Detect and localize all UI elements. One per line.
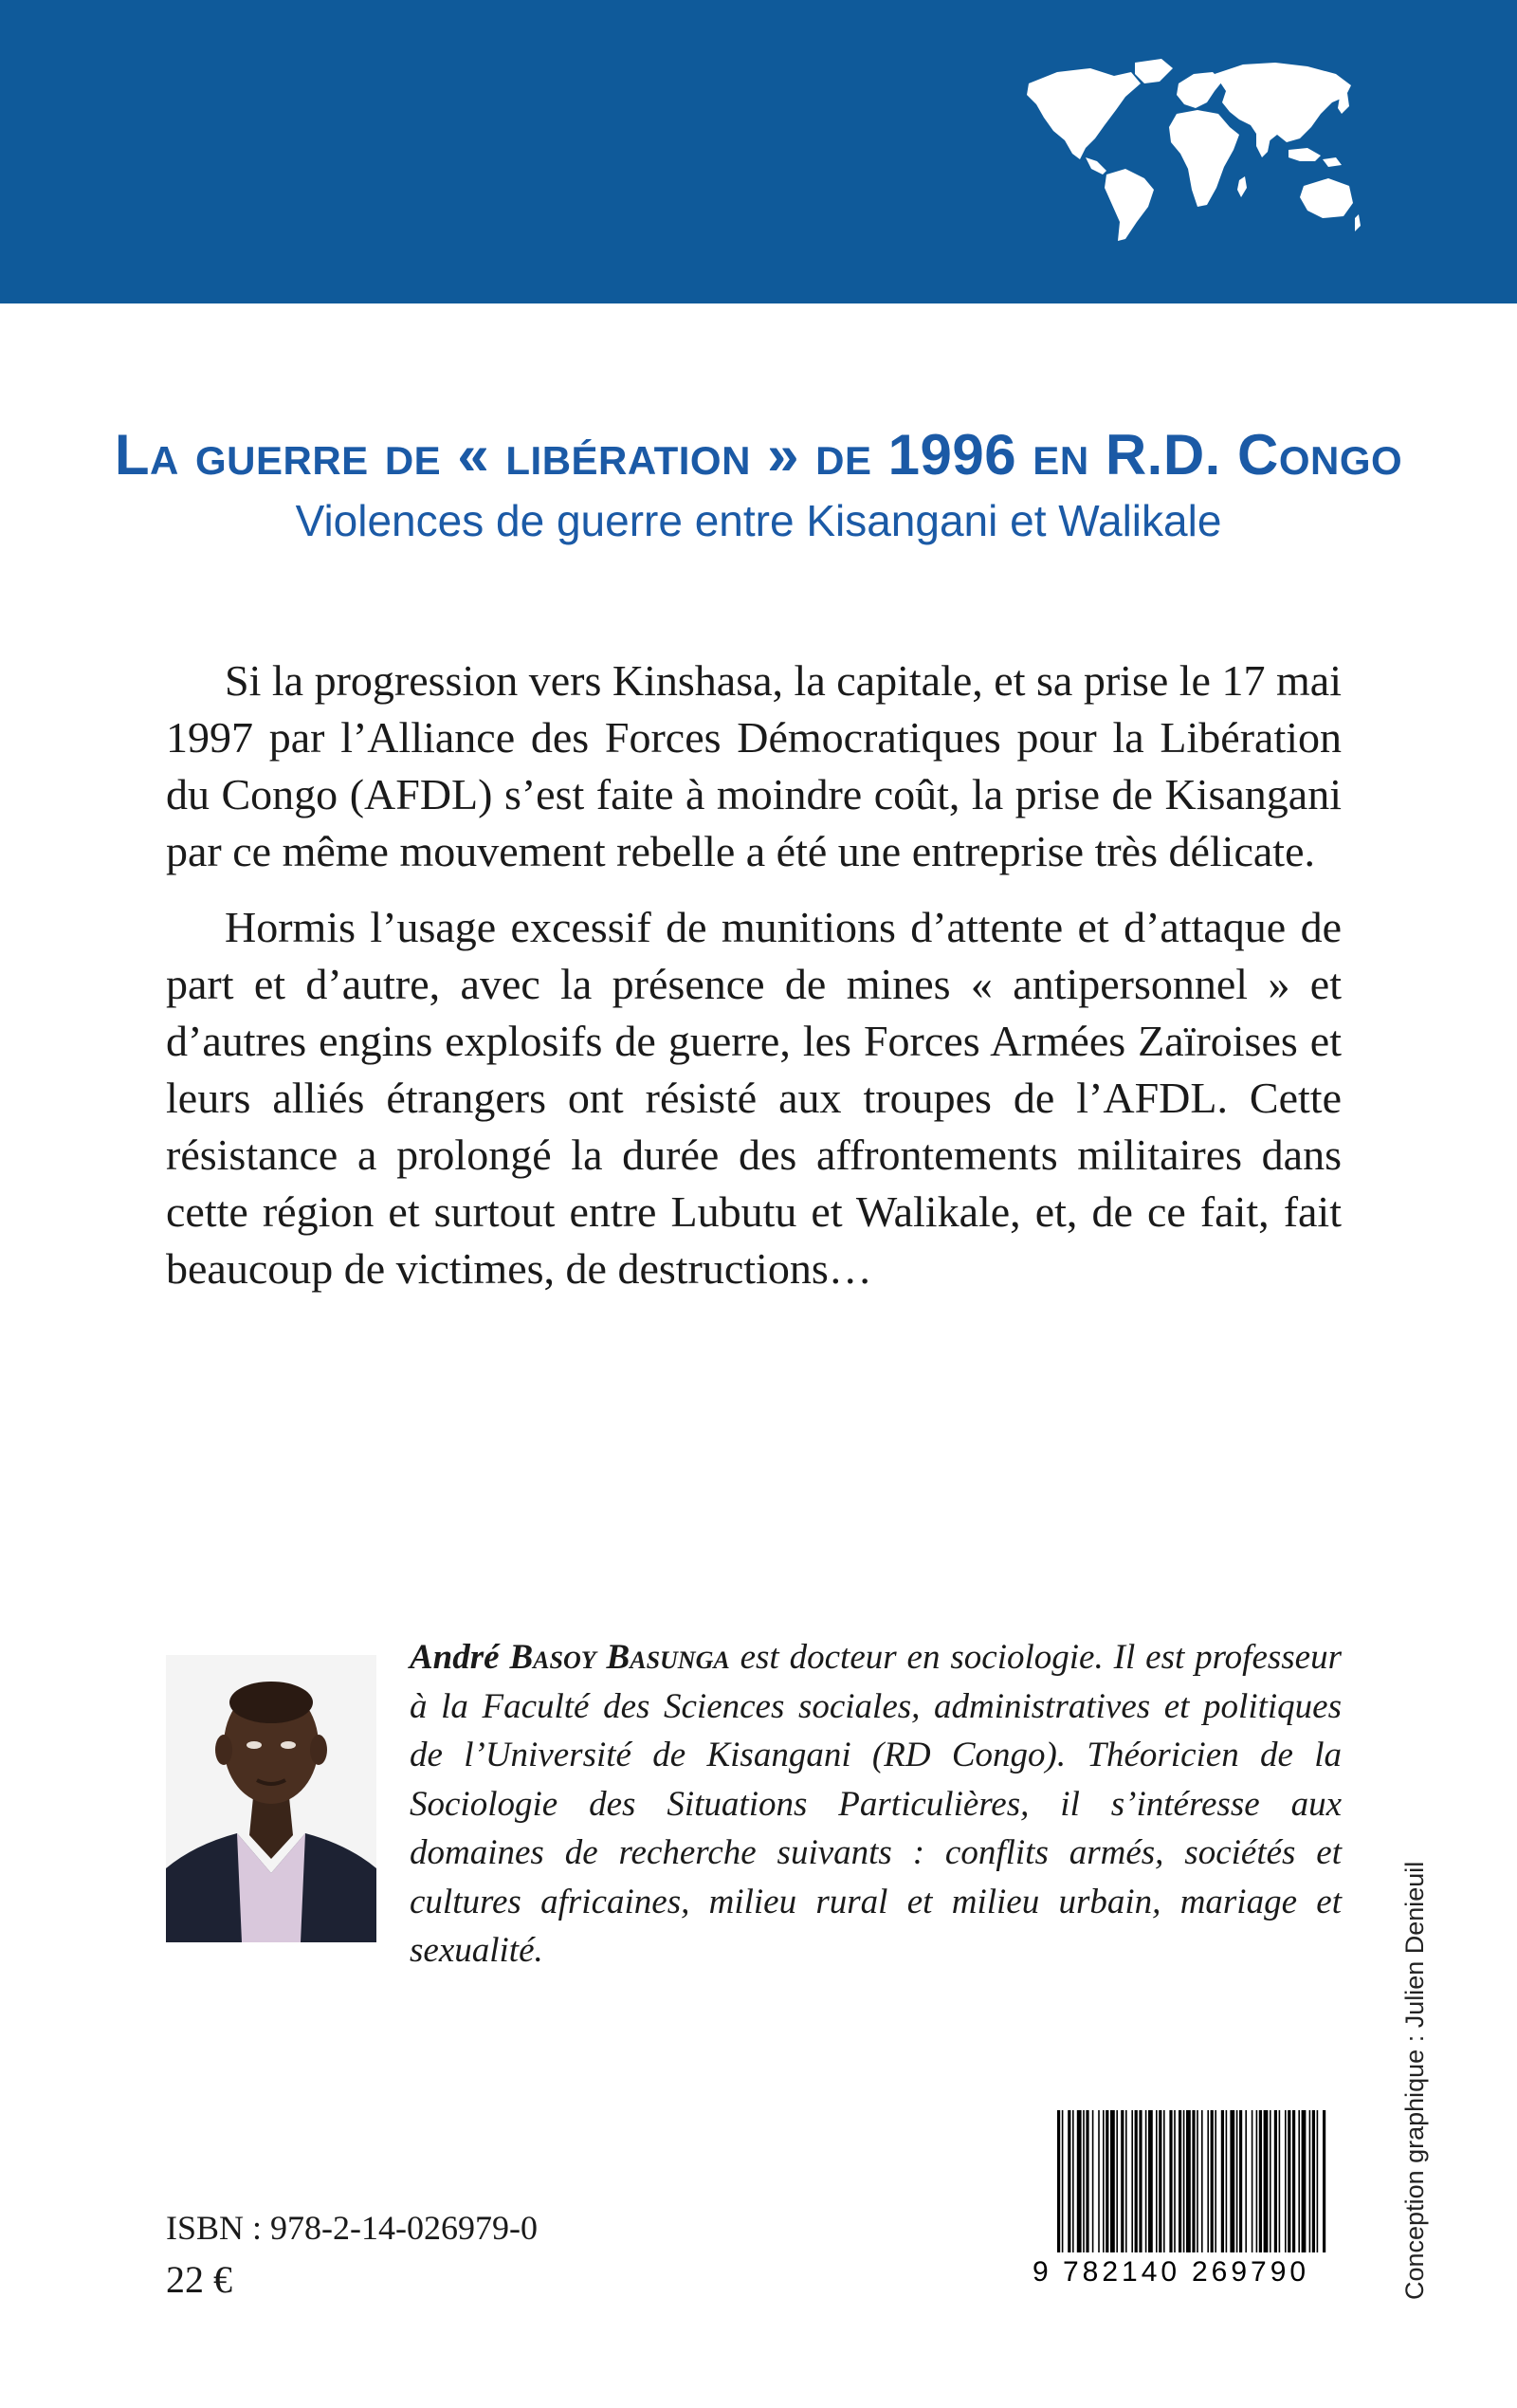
barcode-bar [1125,2110,1127,2252]
author-photo [166,1655,376,1942]
barcode-bar [1131,2110,1133,2252]
barcode-bar [1312,2110,1315,2252]
barcode-bar [1252,2110,1253,2252]
barcode-bar [1083,2110,1085,2252]
barcode-bar [1098,2110,1100,2252]
barcode-bar [1062,2110,1064,2252]
barcode-bar [1309,2110,1311,2252]
author-name [410,1638,730,1677]
barcode-bar [1197,2110,1198,2252]
barcode-bar [1256,2110,1258,2252]
barcode-bar [1285,2110,1287,2252]
barcode-bar [1179,2110,1181,2252]
barcode-bar [1226,2110,1228,2252]
barcode-bar [1110,2110,1115,2252]
blurb-paragraph: Hormis l’usage excessif de munitions d’attente et d’attaque de part et d’autre, avec la présence de mines « antipersonnel » et d’autres engins explosifs de guerre, les Forces Armées Zaïroises et leurs alliés étrangers ont résisté aux troupes de l’AFDL. Cette résistance a prolongé la durée des affrontements militaires dans cette région et surtout entre Lubutu et Walikale, et, de ce fait, fait beaucoup de victimes, de destructions… [166,903,1342,1293]
barcode-bar [1192,2110,1195,2252]
barcode-bar [1259,2110,1262,2252]
header-band [0,0,1517,303]
barcode-icon [1029,2110,1332,2286]
barcode-bar [1106,2110,1108,2252]
barcode-bar [1183,2110,1185,2252]
barcode-bar [1068,2110,1070,2252]
barcode-bar [1186,2110,1191,2252]
barcode-bar [1236,2110,1238,2252]
barcode-bar [1201,2110,1203,2252]
barcode-bar [1317,2110,1319,2252]
barcode-bar [1274,2110,1277,2252]
barcode-bar [1279,2110,1281,2252]
author-bio [410,1633,1342,1976]
barcode-digits-group1: 782140 [1063,2256,1181,2286]
barcode-digits-group2: 269790 [1192,2256,1310,2286]
barcode-bar [1057,2110,1060,2252]
author-surname: Basoy Basunga [509,1638,730,1677]
author-bio-text: est docteur en sociologie. Il est professeur à la Faculté des Sciences sociales, administratives et politiques de l’Université de Kisangani (RD Congo). Théoricien de la Sociologie des Situations Particulières, il s’intéresse aux domaines de recherche suivants : conflits armés, sociétés et cultures africaines, milieu rural et milieu urbain, mariage et sexualité. [410,1638,1343,1970]
barcode-bar [1215,2110,1216,2252]
barcode-bar [1239,2110,1242,2252]
barcode-bar [1163,2110,1165,2252]
barcode-bar [1298,2110,1300,2252]
isbn: ISBN : 978-2-14-026979-0 [166,2209,538,2247]
barcode-bar [1145,2110,1147,2252]
barcode-bar [1077,2110,1082,2252]
blurb-paragraph: Si la progression vers Kinshasa, la capitale, et sa prise le 17 mai 1997 par l’Alliance des Forces Démocratiques pour la Libération du Congo (AFDL) s’est faite à moindre coût, la prise de Kisangani par ce même mouvement rebelle a été une entreprise très délicate. [166,656,1342,875]
barcode-bar [1103,2110,1105,2252]
barcode-bar [1207,2110,1209,2252]
book-title-text: La guerre de « libération » de 1996 en R.D. Congo [114,423,1403,487]
book-title [0,422,1517,487]
barcode-bar [1148,2110,1153,2252]
barcode-bar [1288,2110,1290,2252]
barcode-bar [1264,2110,1269,2252]
barcode-bar [1323,2110,1325,2252]
barcode-bar [1135,2110,1138,2252]
barcode-bar [1092,2110,1094,2252]
world-map-icon [1019,55,1361,245]
barcode-bar [1230,2110,1234,2252]
book-subtitle: Violences de guerre entre Kisangani et Walikale [295,496,1222,545]
barcode-bar [1086,2110,1088,2252]
author-first-name: André [410,1638,510,1677]
barcode-bar [1121,2110,1124,2252]
barcode-bar [1270,2110,1271,2252]
author-portrait-icon [166,1655,376,1942]
design-credit: Conception graphique : Julien Denieuil [1400,1861,1429,2300]
barcode-bar [1292,2110,1295,2252]
barcode-bar [1302,2110,1307,2252]
barcode-bar [1169,2110,1172,2252]
barcode-bar [1174,2110,1176,2252]
barcode-bar [1156,2110,1158,2252]
price: 22 € [166,2258,232,2301]
barcode-bar [1245,2110,1247,2252]
barcode-digits-lead: 9 [1033,2256,1049,2286]
barcode-bar [1159,2110,1161,2252]
blurb [166,653,1342,1316]
barcode-bar [1139,2110,1142,2252]
barcode-bar [1072,2110,1074,2252]
barcode-bar [1211,2110,1214,2252]
barcode-bar [1221,2110,1224,2252]
barcode-bar [1116,2110,1118,2252]
